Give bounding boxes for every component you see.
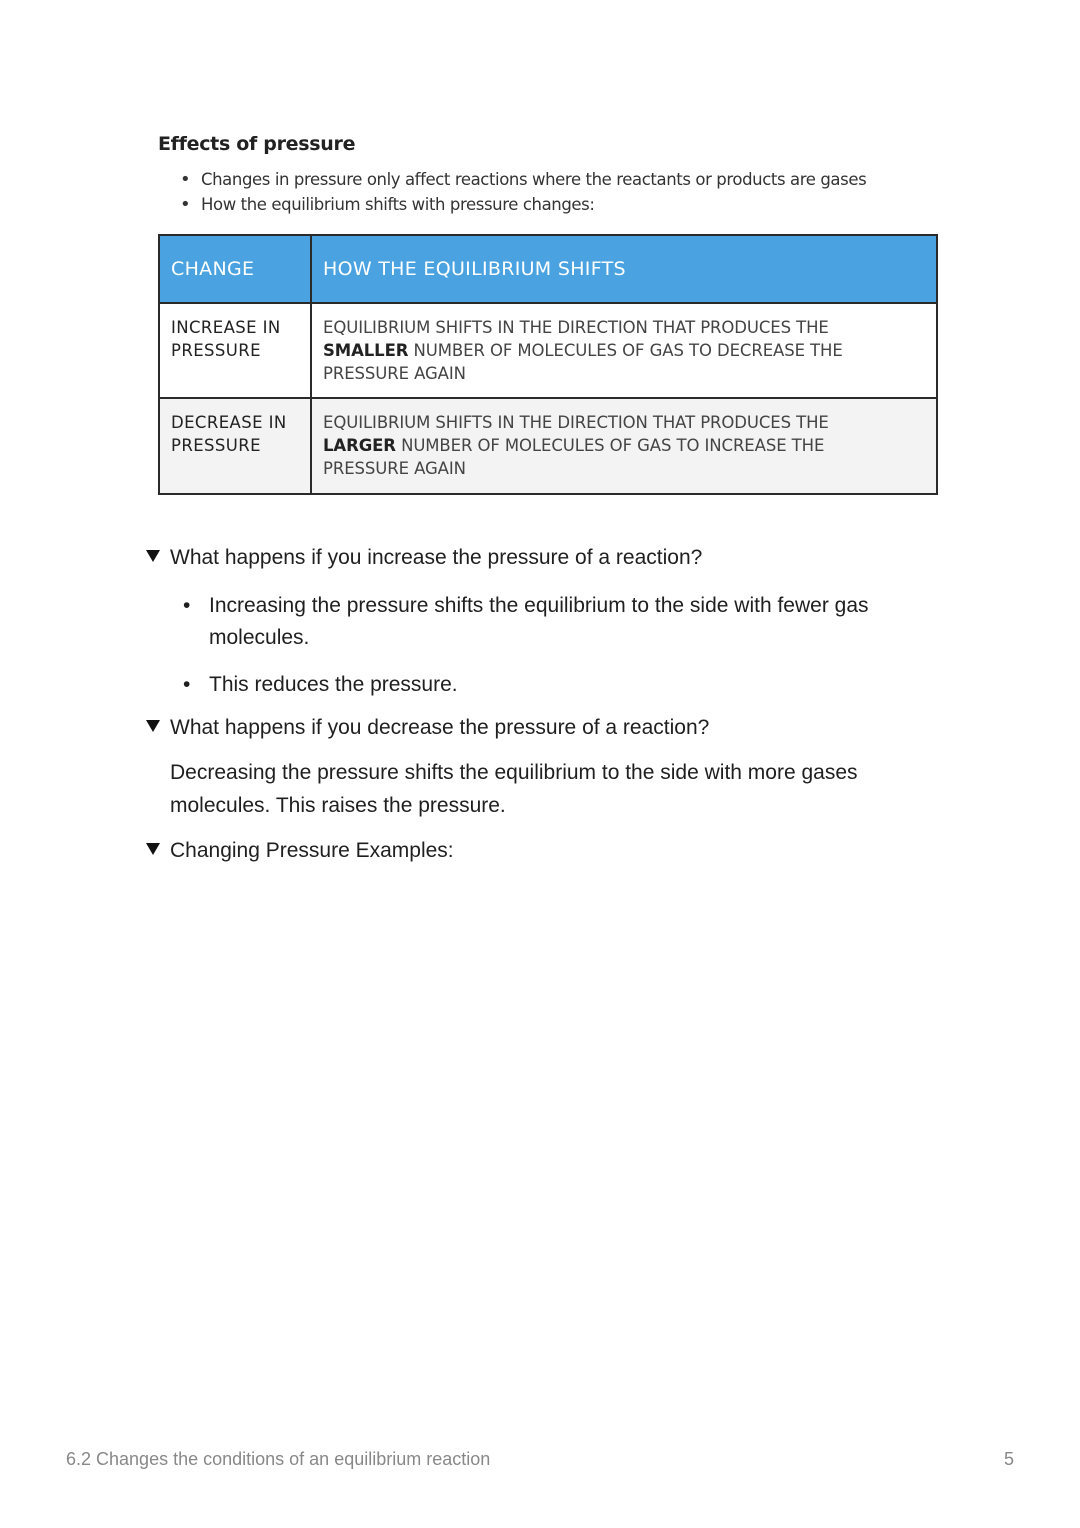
table-row xyxy=(159,303,937,398)
section-heading: Effects of pressure xyxy=(158,133,356,155)
toggle-decrease-pressure[interactable] xyxy=(146,716,709,740)
shift-text: EQUILIBRIUM SHIFTS IN THE DIRECTION THAT PRODUCES THE xyxy=(323,413,829,432)
list-item: • Changes in pressure only affect reactions where the reactants or products are gases xyxy=(180,167,866,192)
list-item-text: This reduces the pressure. xyxy=(209,673,458,696)
toggle-triangle-icon[interactable] xyxy=(146,843,160,855)
change-text: PRESSURE xyxy=(171,341,261,360)
pressure-table xyxy=(158,234,938,495)
section-bullets xyxy=(180,167,866,217)
change-text: INCREASE IN xyxy=(171,318,281,337)
bullet-icon: • xyxy=(183,594,191,617)
change-text: PRESSURE xyxy=(171,436,261,455)
list-item-text: Increasing the pressure shifts the equilibrium to the side with fewer gas molecules. xyxy=(209,594,869,649)
shift-emphasis: SMALLER xyxy=(323,341,409,360)
toggle-title: Changing Pressure Examples: xyxy=(170,839,454,862)
list-item: • How the equilibrium shifts with pressure changes: xyxy=(180,192,866,217)
shift-text: PRESSURE AGAIN xyxy=(323,364,466,383)
footer-title: 6.2 Changes the conditions of an equilibrium reaction xyxy=(66,1449,491,1469)
bullet-icon: • xyxy=(183,673,191,696)
table-header-shift: HOW THE EQUILIBRIUM SHIFTS xyxy=(311,235,937,303)
page-number: 5 xyxy=(1004,1449,1015,1469)
table-header-row xyxy=(159,235,937,303)
shift-text: NUMBER OF MOLECULES OF GAS TO INCREASE THE xyxy=(401,436,825,455)
toggle-examples[interactable] xyxy=(146,839,454,863)
table-header-change: CHANGE xyxy=(159,235,311,303)
table-row xyxy=(159,398,937,494)
change-text: DECREASE IN xyxy=(171,413,287,432)
shift-text: NUMBER OF MOLECULES OF GAS TO DECREASE THE xyxy=(413,341,843,360)
shift-text: EQUILIBRIUM SHIFTS IN THE DIRECTION THAT PRODUCES THE xyxy=(323,318,829,337)
shift-emphasis: LARGER xyxy=(323,436,396,455)
toggle-triangle-icon[interactable] xyxy=(146,550,160,562)
toggle-triangle-icon[interactable] xyxy=(146,720,160,732)
shift-cell xyxy=(311,303,937,398)
toggle-title: What happens if you increase the pressure of a reaction? xyxy=(170,546,703,569)
shift-text: PRESSURE AGAIN xyxy=(323,459,466,478)
shift-cell xyxy=(311,398,937,494)
toggle-title: What happens if you decrease the pressure of a reaction? xyxy=(170,716,710,739)
toggle-increase-pressure[interactable] xyxy=(146,546,702,570)
change-cell xyxy=(159,398,311,494)
toggle-paragraph: Decreasing the pressure shifts the equilibrium to the side with more gases molecules. This raises the pressure. xyxy=(170,761,858,817)
change-cell xyxy=(159,303,311,398)
